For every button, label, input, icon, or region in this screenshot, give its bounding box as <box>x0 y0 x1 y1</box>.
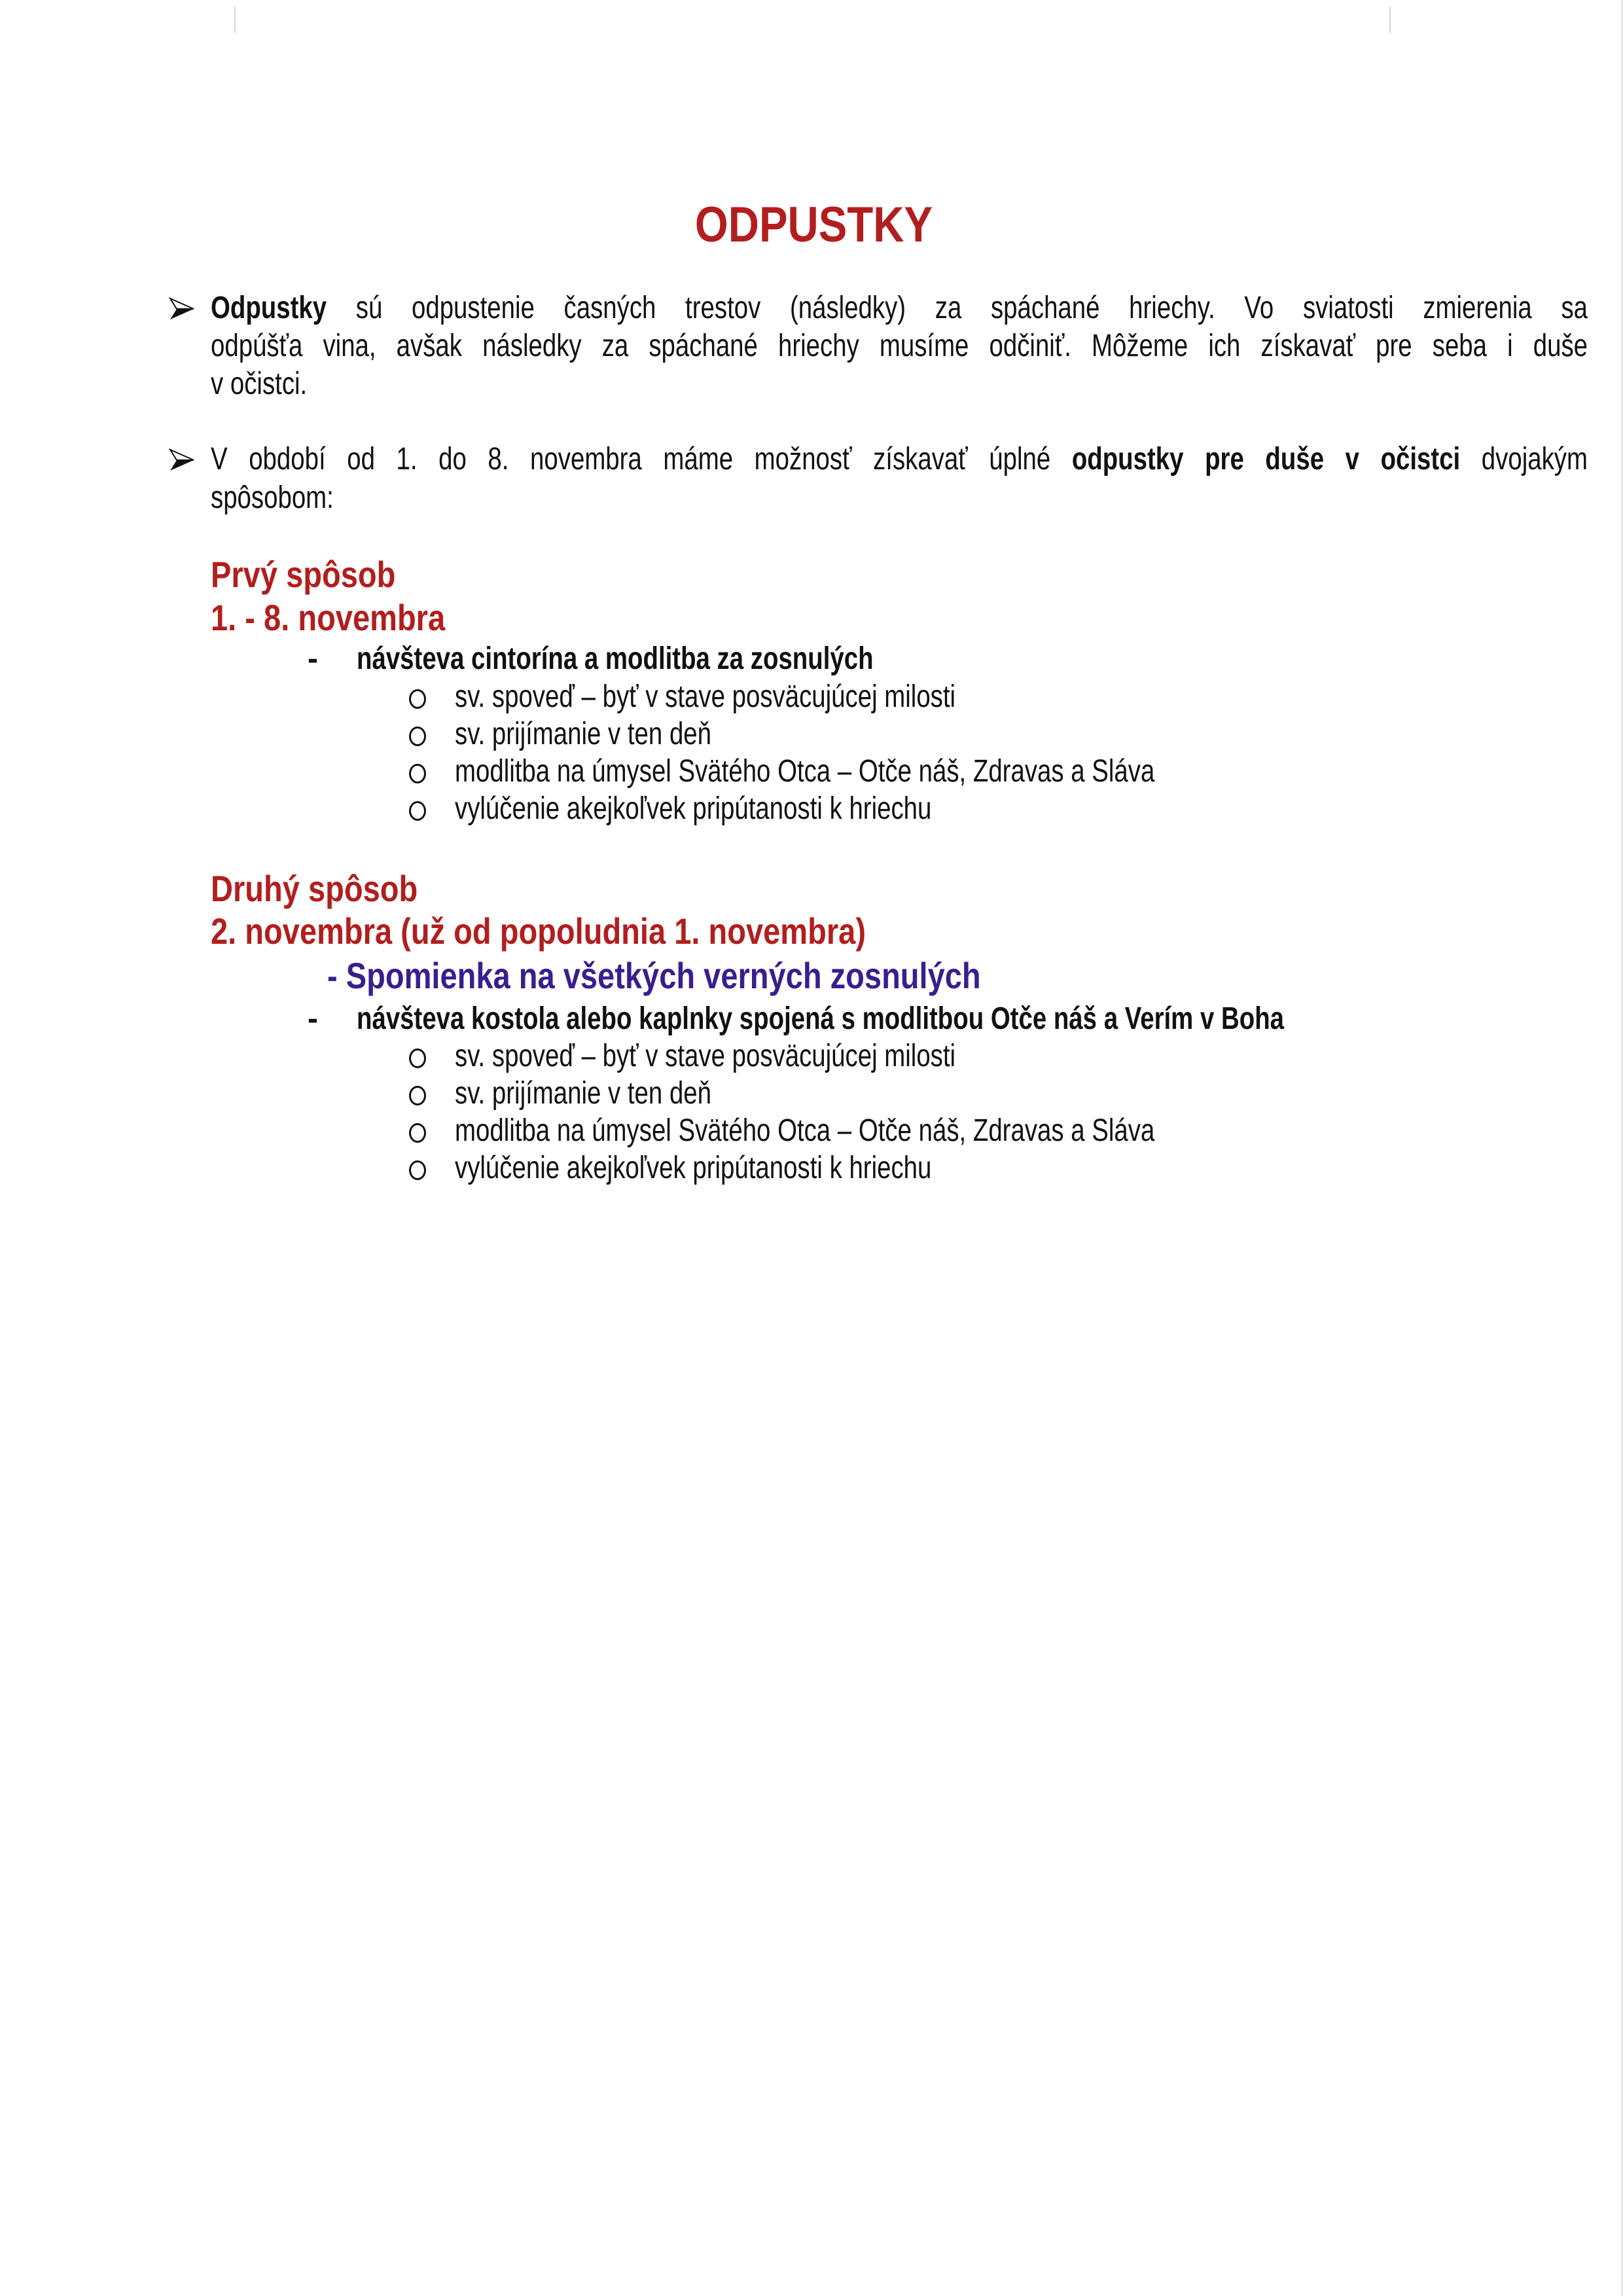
second-way-sub-item: sv. prijímanie v ten deň <box>455 1076 712 1111</box>
text-run: V období od 1. do 8. novembra máme možnosť získavať úplné <box>211 442 1072 476</box>
text-run: v očistci. <box>211 367 308 401</box>
circle-bullet-icon <box>409 689 426 709</box>
second-way-heading: Druhý spôsob <box>211 868 418 909</box>
second-way-sub-item: modlitba na úmysel Svätého Otca – Otče náš, Zdravas a Sláva <box>455 1113 1155 1148</box>
intro-paragraph-1-line-1 <box>211 293 1588 324</box>
circle-bullet-icon <box>409 1086 426 1105</box>
arrow-bullet-icon <box>169 296 195 322</box>
first-way-date: 1. - 8. novembra <box>211 597 446 638</box>
circle-bullet-icon <box>409 764 426 783</box>
intro-paragraph-1-line-2 <box>211 331 1588 362</box>
intro-paragraph-2-line-1 <box>211 444 1588 475</box>
first-way-sub-item: vylúčenie akejkoľvek pripútanosti k hriechu <box>455 791 932 826</box>
scan-mark <box>234 7 236 33</box>
second-way-sub-item: sv. spoveď – byť v stave posväcujúcej milosti <box>455 1039 956 1073</box>
document-title: ODPUSTKY <box>694 197 933 253</box>
intro-paragraph-1-line-3 <box>211 368 307 400</box>
circle-bullet-icon <box>409 1160 426 1180</box>
circle-bullet-icon <box>409 1123 426 1143</box>
scan-mark <box>1389 7 1391 33</box>
first-way-main-item: návšteva cintorína a modlitba za zosnulých <box>357 641 874 676</box>
circle-bullet-icon <box>409 1049 426 1068</box>
first-way-heading: Prvý spôsob <box>211 554 396 595</box>
arrow-bullet-icon <box>169 447 195 473</box>
dash-bullet: - <box>308 641 318 676</box>
second-way-feast: - Spomienka na všetkých verných zosnulých <box>327 955 981 996</box>
bold-term: Odpustky <box>211 291 327 325</box>
circle-bullet-icon <box>409 801 426 821</box>
second-way-date: 2. novembra (už od popoludnia 1. novembra) <box>211 910 866 952</box>
bold-term: odpustky pre duše v očistci <box>1071 442 1461 476</box>
text-run: spôsobom: <box>211 480 334 515</box>
circle-bullet-icon <box>409 726 426 746</box>
text-run: odpúšťa vina, avšak následky za spáchané hriechy musíme odčiniť. Môžeme ich získavať pre seba i duše <box>211 329 1588 363</box>
second-way-sub-item: vylúčenie akejkoľvek pripútanosti k hriechu <box>455 1151 932 1185</box>
second-way-main-item: návšteva kostola alebo kaplnky spojená s modlitbou Otče náš a Verím v Boha <box>357 1001 1285 1036</box>
first-way-sub-item: sv. prijímanie v ten deň <box>455 717 712 751</box>
text-run: dvojakým <box>1460 442 1588 476</box>
first-way-sub-item: sv. spoveď – byť v stave posväcujúcej milosti <box>455 679 956 714</box>
first-way-sub-item: modlitba na úmysel Svätého Otca – Otče náš, Zdravas a Sláva <box>455 754 1155 789</box>
text-run: sú odpustenie časných trestov (následky) za spáchané hriechy. Vo sviatosti zmierenia sa <box>327 291 1588 325</box>
intro-paragraph-2-line-2 <box>211 482 334 514</box>
dash-bullet: - <box>308 1001 318 1036</box>
